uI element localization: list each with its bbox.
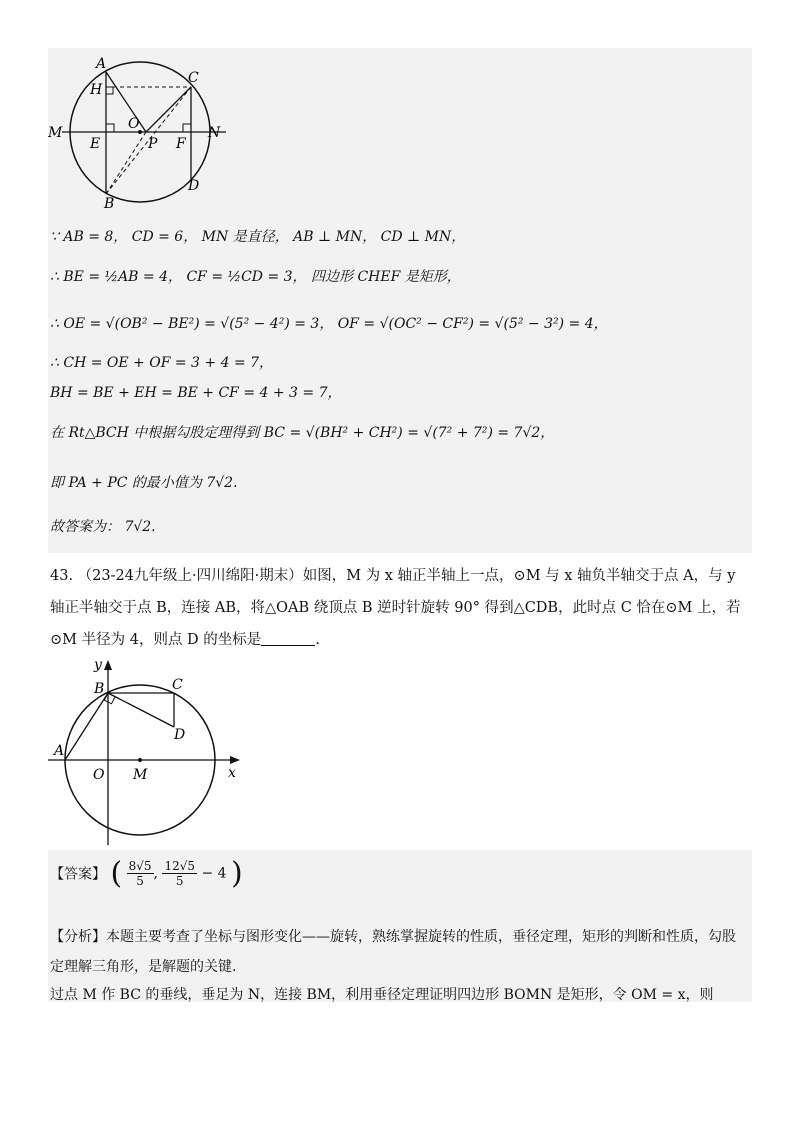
y-axis-arrow [104, 660, 112, 670]
label-n: N [208, 125, 221, 141]
label-a2: A [54, 743, 65, 759]
label-b2: B [94, 681, 105, 697]
segment-bd [108, 693, 174, 727]
question-end: . [315, 632, 320, 648]
question-number: 43. [50, 568, 74, 584]
label-o: O [128, 116, 140, 132]
label-c2: C [172, 677, 183, 693]
label-d: D [188, 178, 200, 194]
dashed-bp [106, 132, 146, 194]
solution-line-5: BH = BE + EH = BE + CF = 4 + 3 = 7， [50, 385, 342, 401]
analysis-text-1: 本题主要考查了坐标与图形变化——旋转，熟练掌握旋转的性质，垂径定理，矩形的判断和性质，勾股 [106, 929, 736, 945]
solution-line-3: ∴ OE = √(OB² − BE²) = √(5² − 4²) = 3， OF = √(OC² − CF²) = √(5² − 3²) = 4， [50, 316, 608, 332]
label-p: P [148, 136, 158, 152]
point-m [138, 758, 142, 762]
label-y: y [94, 657, 102, 673]
answer-line: 【答案】 ( $\frac{8√5}{5}$ , $\frac{12√5}{5}$ − 4 ) [50, 856, 243, 891]
answer-paren-open: ( [110, 856, 123, 891]
analysis-line-1 [50, 926, 736, 946]
segment-cp [146, 87, 191, 132]
label-f: F [176, 136, 186, 152]
segment-ac [106, 72, 146, 132]
figure-coordinate-circle [48, 655, 248, 845]
label-c: C [188, 70, 199, 86]
analysis-line-2: 定理解三角形，是解题的关键. [50, 959, 237, 975]
solution-line-7: 即 PA + PC 的最小值为 7√2. [50, 475, 238, 491]
answer-frac-2: $\frac{12√5}{5}$ [164, 859, 196, 888]
label-e: E [90, 136, 101, 152]
right-angle-e [106, 124, 114, 132]
answer-paren-close: ) [231, 856, 243, 891]
solution-line-4: ∴ CH = OE + OF = 3 + 4 = 7， [50, 355, 274, 371]
answer-tag: 【答案】 [50, 866, 106, 883]
label-d2: D [174, 727, 186, 743]
solution-line-8: 故答案为： 7√2. [50, 519, 156, 535]
right-angle-h [106, 87, 113, 94]
label-a: A [96, 56, 107, 72]
label-m: M [48, 125, 63, 141]
segment-ab [65, 693, 108, 760]
answer-minus: − 4 [201, 865, 227, 882]
label-b: B [104, 196, 115, 212]
figure-circle-chords [48, 52, 238, 212]
x-axis-arrow [230, 756, 240, 764]
label-h: H [90, 82, 103, 98]
analysis-tag: 【分析】 [50, 929, 106, 945]
label-x: x [228, 765, 236, 781]
label-m2: M [133, 767, 148, 783]
label-o2: O [93, 767, 105, 783]
right-angle-f [183, 124, 191, 132]
solution-line-2: ∴ BE = ½AB = 4， CF = ½CD = 3， 四边形 CHEF 是矩形， [50, 269, 461, 285]
analysis-line-3: 过点 M 作 BC 的垂线，垂足为 N，连接 BM，利用垂径定理证明四边形 BOMN 是矩形，令 OM = x，则 [50, 987, 714, 1003]
answer-blank [261, 629, 315, 646]
question-43 [50, 560, 750, 656]
solution-line-6: 在 Rt△BCH 中根据勾股定理得到 BC = √(BH² + CH²) = √(7² + 7²) = 7√2， [50, 425, 555, 441]
solution-line-1: ∵ AB = 8， CD = 6， MN 是直径， AB ⊥ MN， CD ⊥ MN， [50, 229, 466, 245]
question-text: 如图，M 为 x 轴正半轴上一点，⊙M 与 x 轴负半轴交于点 A，与 y 轴正半轴交于点 B，连接 AB，将△OAB 绕顶点 B 逆时针旋转 90° 得到△CDB，此时点 C 恰在⊙M 上，若⊙M 半径为 4，则点 D 的坐标是 [50, 568, 741, 648]
answer-frac-1: $\frac{8√5}{5}$ [128, 859, 152, 888]
question-source: （23-24九年级上·四川绵阳·期末） [77, 568, 303, 584]
